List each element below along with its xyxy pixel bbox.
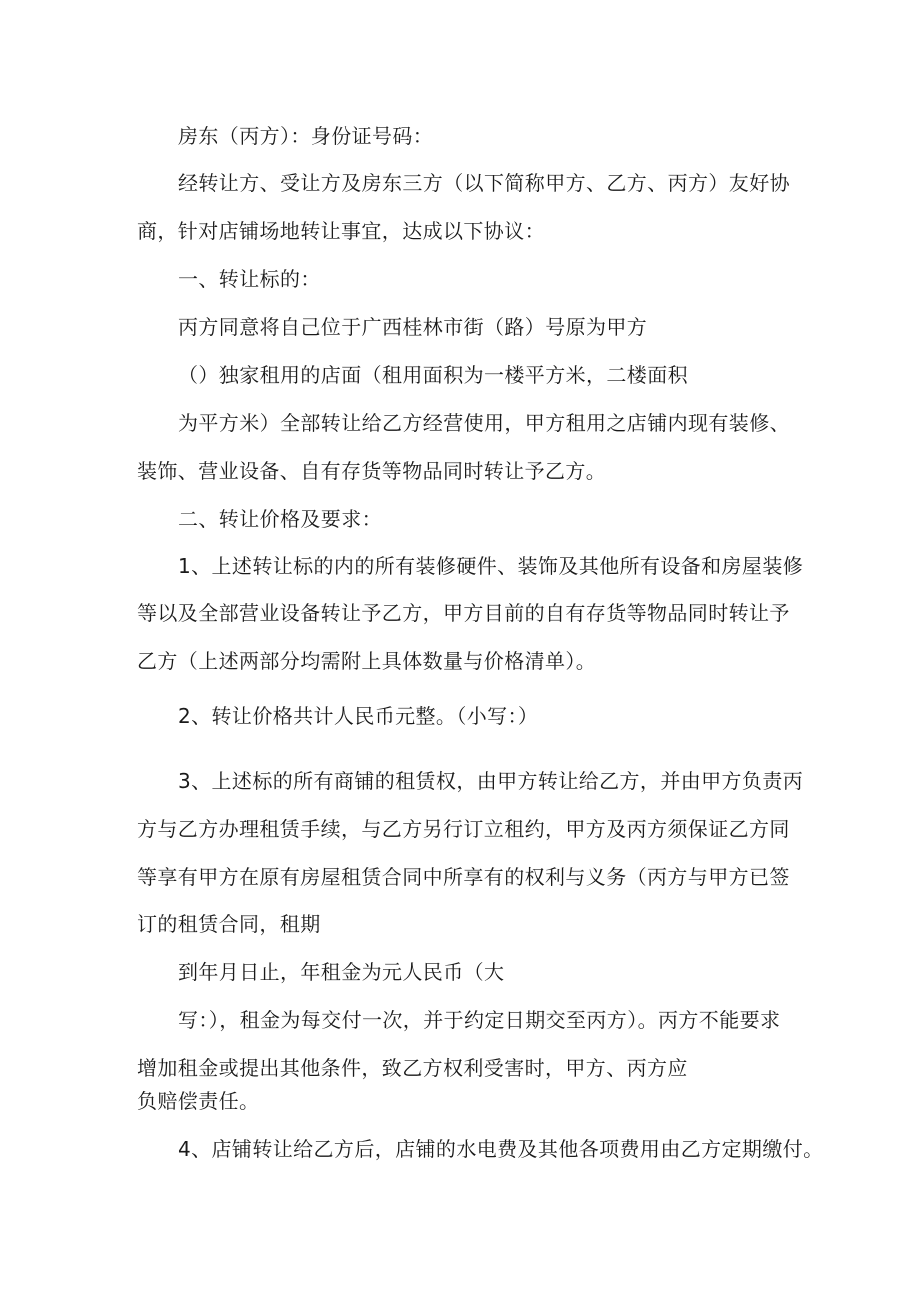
paragraph-line: 1、上述转让标的内的所有装修硬件、装饰及其他所有设备和房屋装修 bbox=[178, 554, 804, 578]
paragraph-line: 装饰、营业设备、自有存货等物品同时转让予乙方。 bbox=[137, 459, 607, 483]
paragraph-line: 等以及全部营业设备转让予乙方，甲方目前的自有存货等物品同时转让予 bbox=[137, 601, 790, 625]
paragraph-line: 到年月日止，年租金为元人民币（大 bbox=[178, 960, 505, 984]
section-heading-2: 二、转让价格及要求： bbox=[178, 507, 382, 531]
paragraph-line: 2、转让价格共计人民币元整。（小写：） bbox=[178, 704, 539, 728]
paragraph-line: 3、上述标的所有商铺的租赁权，由甲方转让给乙方，并由甲方负责丙 bbox=[178, 769, 804, 793]
section-heading-1: 一、转让标的： bbox=[178, 267, 321, 291]
intro-line-1: 经转让方、受让方及房东三方（以下简称甲方、乙方、丙方）友好协 bbox=[178, 171, 790, 195]
paragraph-line: 增加租金或提出其他条件，致乙方权利受害时，甲方、丙方应 bbox=[137, 1056, 688, 1080]
paragraph-line: 乙方（上述两部分均需附上具体数量与价格清单）。 bbox=[137, 649, 597, 673]
paragraph-line: 4、店铺转让给乙方后，店铺的水电费及其他各项费用由乙方定期缴付。 bbox=[178, 1137, 824, 1161]
paragraph-line: 丙方同意将自己位于广西桂林市街（路）号原为甲方 bbox=[178, 315, 648, 339]
intro-line-2: 商，针对店铺场地转让事宜，达成以下协议： bbox=[137, 219, 545, 243]
paragraph-line: 订的租赁合同，租期 bbox=[137, 912, 321, 936]
paragraph-line: 为平方米）全部转让给乙方经营使用，甲方租用之店铺内现有装修、 bbox=[178, 411, 790, 435]
landlord-id-line: 房东（丙方）：身份证号码： bbox=[178, 124, 434, 148]
paragraph-line: 负赔偿责任。 bbox=[137, 1089, 260, 1113]
paragraph-line: 方与乙方办理租赁手续，与乙方另行订立租约，甲方及丙方须保证乙方同 bbox=[137, 817, 790, 841]
paragraph-line: （）独家租用的店面（租用面积为一楼平方米，二楼面积 bbox=[178, 363, 688, 387]
paragraph-line: 写：），租金为每交付一次，并于约定日期交至丙方）。丙方不能要求 bbox=[178, 1008, 781, 1032]
paragraph-line: 等享有甲方在原有房屋租赁合同中所享有的权利与义务（丙方与甲方已签 bbox=[137, 865, 790, 889]
